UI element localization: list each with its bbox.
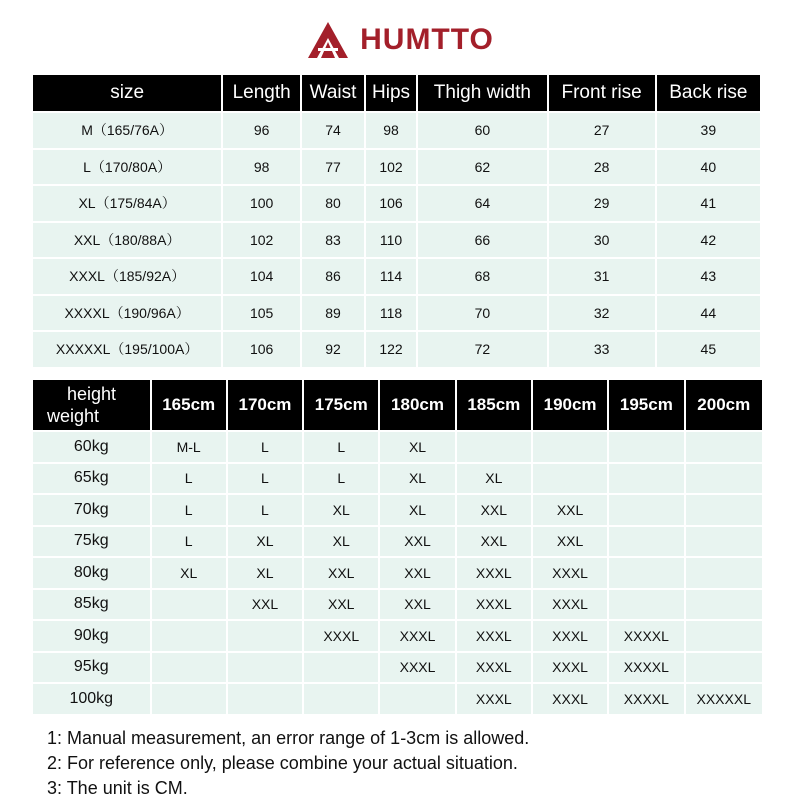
fit-size-cell bbox=[152, 653, 226, 683]
fit-size-cell: XXL bbox=[380, 590, 454, 620]
size-label-cell: XXXXXL（195/100A） bbox=[33, 332, 221, 367]
brand-logo bbox=[0, 12, 800, 68]
measurement-cell: 80 bbox=[302, 186, 364, 221]
fit-size-cell: XXL bbox=[380, 527, 454, 557]
size-measurement-table bbox=[31, 73, 762, 369]
fit-size-cell bbox=[228, 653, 302, 683]
size-table-header: Front rise bbox=[549, 75, 655, 111]
measurement-cell: 30 bbox=[549, 223, 655, 258]
fit-size-cell: XXXL bbox=[533, 621, 607, 651]
fit-size-cell: XXL bbox=[533, 527, 607, 557]
fit-size-cell bbox=[228, 621, 302, 651]
fit-size-cell: M-L bbox=[152, 432, 226, 462]
fit-size-cell bbox=[228, 684, 302, 714]
measurement-cell: 118 bbox=[366, 296, 416, 331]
measurement-cell: 32 bbox=[549, 296, 655, 331]
fit-size-cell: XXL bbox=[533, 495, 607, 525]
fit-size-cell bbox=[533, 432, 607, 462]
measurement-cell: 39 bbox=[657, 113, 760, 148]
fit-size-cell bbox=[686, 558, 763, 588]
size-notes bbox=[47, 726, 529, 801]
fit-size-cell: L bbox=[228, 464, 302, 494]
height-header: 190cm bbox=[533, 380, 607, 430]
table-row bbox=[33, 332, 760, 367]
measurement-cell: 89 bbox=[302, 296, 364, 331]
measurement-cell: 41 bbox=[657, 186, 760, 221]
fit-size-cell: XXXL bbox=[457, 558, 531, 588]
humtto-logo-icon bbox=[306, 20, 350, 60]
fit-size-cell bbox=[609, 495, 683, 525]
fit-size-cell: XXXXXL bbox=[686, 684, 763, 714]
measurement-cell: 68 bbox=[418, 259, 546, 294]
measurement-cell: 72 bbox=[418, 332, 546, 367]
measurement-cell: 102 bbox=[223, 223, 300, 258]
measurement-cell: 100 bbox=[223, 186, 300, 221]
size-label-cell: M（165/76A） bbox=[33, 113, 221, 148]
brand-name: HUMTTO bbox=[360, 23, 494, 56]
fit-size-cell: XXXL bbox=[457, 590, 531, 620]
fit-size-cell: XL bbox=[380, 432, 454, 462]
fit-size-cell bbox=[686, 653, 763, 683]
weight-label-cell: 80kg bbox=[33, 558, 150, 588]
size-table-header: size bbox=[33, 75, 221, 111]
height-header: 195cm bbox=[609, 380, 683, 430]
measurement-cell: 74 bbox=[302, 113, 364, 148]
table-row bbox=[33, 432, 762, 462]
fit-size-cell: XXXL bbox=[533, 590, 607, 620]
size-table-header: Hips bbox=[366, 75, 416, 111]
fit-size-cell: XXXL bbox=[533, 558, 607, 588]
fit-size-cell: XXXL bbox=[457, 653, 531, 683]
fit-size-cell: XXXL bbox=[457, 621, 531, 651]
measurement-cell: 44 bbox=[657, 296, 760, 331]
fit-size-cell: L bbox=[304, 464, 378, 494]
weight-label-cell: 95kg bbox=[33, 653, 150, 683]
fit-size-cell: XXXL bbox=[457, 684, 531, 714]
note-line: 1: Manual measurement, an error range of 1-3cm is allowed. bbox=[47, 728, 530, 748]
measurement-cell: 66 bbox=[418, 223, 546, 258]
weight-label-cell: 90kg bbox=[33, 621, 150, 651]
measurement-cell: 104 bbox=[223, 259, 300, 294]
weight-label-cell: 65kg bbox=[33, 464, 150, 494]
note-line: 2: For reference only, please combine your actual situation. bbox=[47, 753, 518, 773]
fit-size-cell bbox=[609, 464, 683, 494]
fit-size-cell: XXL bbox=[457, 495, 531, 525]
fit-size-cell: XXXXL bbox=[609, 684, 683, 714]
measurement-cell: 60 bbox=[418, 113, 546, 148]
height-header: 175cm bbox=[304, 380, 378, 430]
fit-size-cell bbox=[152, 590, 226, 620]
fit-size-cell: XL bbox=[304, 495, 378, 525]
fit-size-cell bbox=[686, 527, 763, 557]
fit-size-cell bbox=[686, 432, 763, 462]
weight-label-cell: 75kg bbox=[33, 527, 150, 557]
fit-size-cell: XXL bbox=[304, 558, 378, 588]
size-label-cell: XXXL（185/92A） bbox=[33, 259, 221, 294]
fit-size-cell: L bbox=[152, 527, 226, 557]
measurement-cell: 28 bbox=[549, 150, 655, 185]
measurement-cell: 77 bbox=[302, 150, 364, 185]
table-row bbox=[33, 527, 762, 557]
measurement-cell: 29 bbox=[549, 186, 655, 221]
fit-size-cell: XXXL bbox=[533, 653, 607, 683]
fit-size-cell: XXL bbox=[380, 558, 454, 588]
fit-size-cell: XXXXL bbox=[609, 621, 683, 651]
measurement-cell: 96 bbox=[223, 113, 300, 148]
measurement-cell: 70 bbox=[418, 296, 546, 331]
measurement-cell: 102 bbox=[366, 150, 416, 185]
fit-size-cell: L bbox=[152, 495, 226, 525]
fit-size-cell bbox=[609, 590, 683, 620]
table-row bbox=[33, 223, 760, 258]
table-row bbox=[33, 150, 760, 185]
fit-size-cell: XL bbox=[457, 464, 531, 494]
height-header: 165cm bbox=[152, 380, 226, 430]
size-label-cell: XL（175/84A） bbox=[33, 186, 221, 221]
corner-weight-label: weight bbox=[47, 406, 100, 426]
height-header: 180cm bbox=[380, 380, 454, 430]
height-weight-fit-table bbox=[31, 378, 764, 716]
height-header: 170cm bbox=[228, 380, 302, 430]
fit-size-cell: XXXL bbox=[380, 621, 454, 651]
height-header: 200cm bbox=[686, 380, 763, 430]
table-row bbox=[33, 653, 762, 683]
fit-size-cell bbox=[304, 653, 378, 683]
measurement-cell: 86 bbox=[302, 259, 364, 294]
note-line: 3: The unit is CM. bbox=[47, 778, 188, 798]
weight-label-cell: 100kg bbox=[33, 684, 150, 714]
fit-size-cell: L bbox=[304, 432, 378, 462]
fit-size-cell: XXL bbox=[228, 590, 302, 620]
measurement-cell: 98 bbox=[223, 150, 300, 185]
measurement-cell: 122 bbox=[366, 332, 416, 367]
fit-size-cell bbox=[152, 684, 226, 714]
fit-size-cell: XXXXL bbox=[609, 653, 683, 683]
table-row bbox=[33, 113, 760, 148]
corner-height-label: height bbox=[67, 384, 117, 404]
size-label-cell: L（170/80A） bbox=[33, 150, 221, 185]
fit-size-cell bbox=[457, 432, 531, 462]
fit-size-cell: XXL bbox=[457, 527, 531, 557]
table-row bbox=[33, 296, 760, 331]
fit-size-cell bbox=[609, 527, 683, 557]
size-label-cell: XXXXL（190/96A） bbox=[33, 296, 221, 331]
fit-size-cell: L bbox=[228, 495, 302, 525]
size-table-header: Waist bbox=[302, 75, 364, 111]
measurement-cell: 105 bbox=[223, 296, 300, 331]
measurement-cell: 62 bbox=[418, 150, 546, 185]
fit-size-cell: L bbox=[228, 432, 302, 462]
fit-size-cell bbox=[686, 495, 763, 525]
fit-size-cell: XL bbox=[380, 464, 454, 494]
measurement-cell: 45 bbox=[657, 332, 760, 367]
measurement-cell: 42 bbox=[657, 223, 760, 258]
measurement-cell: 64 bbox=[418, 186, 546, 221]
measurement-cell: 98 bbox=[366, 113, 416, 148]
fit-size-cell bbox=[609, 558, 683, 588]
table-row bbox=[33, 186, 760, 221]
measurement-cell: 92 bbox=[302, 332, 364, 367]
fit-size-cell: XL bbox=[380, 495, 454, 525]
table-row bbox=[33, 621, 762, 651]
fit-size-cell: XL bbox=[304, 527, 378, 557]
measurement-cell: 110 bbox=[366, 223, 416, 258]
measurement-cell: 106 bbox=[223, 332, 300, 367]
table-row bbox=[33, 259, 760, 294]
fit-size-cell bbox=[152, 621, 226, 651]
table-row bbox=[33, 495, 762, 525]
measurement-cell: 31 bbox=[549, 259, 655, 294]
measurement-cell: 106 bbox=[366, 186, 416, 221]
weight-label-cell: 60kg bbox=[33, 432, 150, 462]
fit-size-cell bbox=[304, 684, 378, 714]
fit-size-cell bbox=[686, 590, 763, 620]
table-row bbox=[33, 590, 762, 620]
table-row bbox=[33, 558, 762, 588]
fit-size-cell: L bbox=[152, 464, 226, 494]
fit-size-cell bbox=[609, 432, 683, 462]
measurement-cell: 40 bbox=[657, 150, 760, 185]
measurement-cell: 27 bbox=[549, 113, 655, 148]
fit-size-cell: XL bbox=[152, 558, 226, 588]
measurement-cell: 83 bbox=[302, 223, 364, 258]
weight-label-cell: 70kg bbox=[33, 495, 150, 525]
fit-size-cell bbox=[380, 684, 454, 714]
height-header: 185cm bbox=[457, 380, 531, 430]
measurement-cell: 114 bbox=[366, 259, 416, 294]
fit-size-cell: XXXL bbox=[533, 684, 607, 714]
size-label-cell: XXL（180/88A） bbox=[33, 223, 221, 258]
table-row bbox=[33, 684, 762, 714]
size-table-header: Thigh width bbox=[418, 75, 546, 111]
size-table-header: Back rise bbox=[657, 75, 760, 111]
measurement-cell: 43 bbox=[657, 259, 760, 294]
corner-header bbox=[33, 380, 150, 430]
weight-label-cell: 85kg bbox=[33, 590, 150, 620]
size-table-header: Length bbox=[223, 75, 300, 111]
fit-size-cell: XXXL bbox=[304, 621, 378, 651]
table-row bbox=[33, 464, 762, 494]
fit-size-cell bbox=[686, 621, 763, 651]
measurement-cell: 33 bbox=[549, 332, 655, 367]
fit-size-cell: XL bbox=[228, 558, 302, 588]
fit-size-cell bbox=[686, 464, 763, 494]
fit-size-cell: XXL bbox=[304, 590, 378, 620]
fit-size-cell: XXXL bbox=[380, 653, 454, 683]
fit-size-cell: XL bbox=[228, 527, 302, 557]
fit-size-cell bbox=[533, 464, 607, 494]
